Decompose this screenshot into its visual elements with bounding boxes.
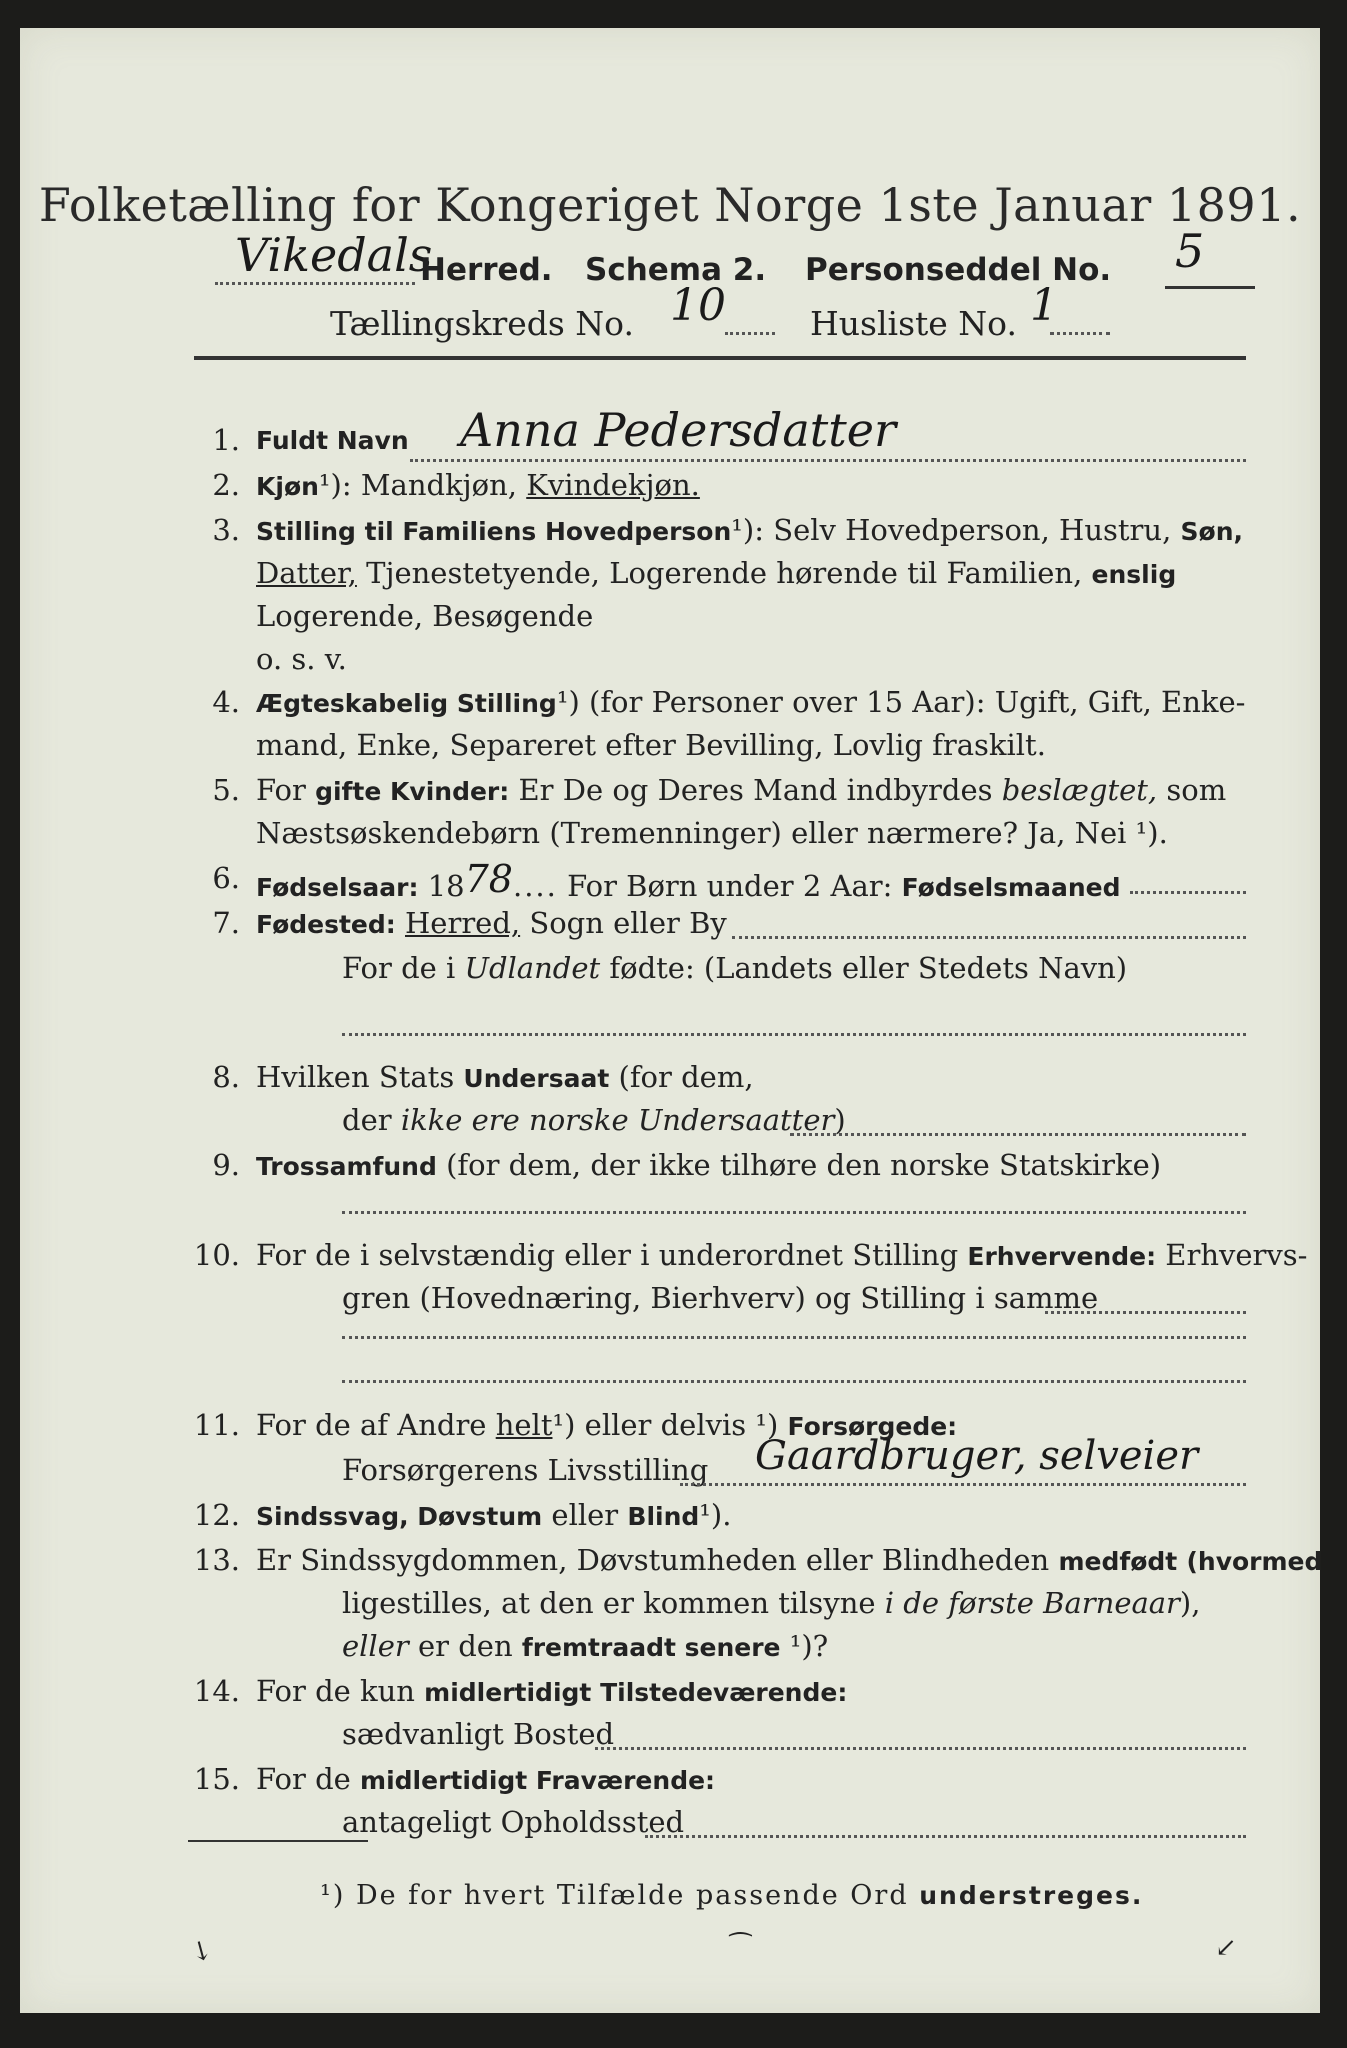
herred-label: Herred. xyxy=(420,252,553,288)
item-13-line3-mid: er den xyxy=(417,1629,513,1663)
item-1-dots xyxy=(410,459,1246,462)
item-12-end: ¹). xyxy=(699,1498,732,1532)
center-mark-icon: ⁀ xyxy=(730,1933,751,1963)
item-1-label: Fuldt Navn xyxy=(256,426,409,455)
item-13-line3-italic: eller xyxy=(342,1629,409,1663)
item-1-number: 1. xyxy=(212,423,240,457)
item-12-number: 12. xyxy=(193,1498,240,1532)
item-13-line2-italic: i de første Barneaar xyxy=(884,1586,1180,1620)
kreds-line xyxy=(330,280,1130,346)
item-12-mid: eller xyxy=(551,1498,619,1532)
item-3-line2-text: Tjenestetyende, Logerende hørende til Familien, xyxy=(366,556,1083,590)
item-10-pre: For de i selvstændig eller i underordnet Stilling xyxy=(256,1238,959,1272)
footnote-text: De for hvert Tilfælde passende Ord xyxy=(355,1880,909,1911)
item-15-line2-text: antageligt Opholdssted xyxy=(342,1805,685,1839)
item-11-line2-text: Forsørgerens Livsstilling xyxy=(342,1453,709,1487)
item-10-line2-text: gren (Hovednæring, Bierhverv) og Stilling i samme xyxy=(342,1281,1099,1315)
kreds-value: 10 xyxy=(670,280,726,331)
item-15-number: 15. xyxy=(193,1762,240,1796)
item-10-number: 10. xyxy=(193,1238,240,1272)
item-7-selected: Herred, xyxy=(405,906,521,940)
item-3-line2-bold: enslig xyxy=(1091,560,1177,589)
item-14-dots xyxy=(595,1747,1246,1750)
item-11-sup: ¹) xyxy=(552,1408,576,1442)
item-11-selected: helt xyxy=(495,1408,553,1442)
item-11-label: Forsørgede: xyxy=(787,1412,958,1441)
item-9-blank-dots xyxy=(342,1211,1246,1214)
item-15-label: midlertidigt Fraværende: xyxy=(360,1766,716,1795)
item-8-number: 8. xyxy=(212,1060,240,1094)
schema-label: Schema 2. xyxy=(585,252,767,288)
item-6-label2: Fødselsmaaned xyxy=(901,873,1121,902)
item-5-line1: Er De og Deres Mand indbyrdes xyxy=(518,773,993,807)
item-7-label: Fødested: xyxy=(256,910,396,939)
item-13-line3-end: ¹)? xyxy=(789,1629,829,1663)
item-3-sup: ¹) xyxy=(731,513,755,547)
item-10-label: Erhvervende: xyxy=(967,1242,1157,1271)
item-5-end: som xyxy=(1166,773,1227,807)
item-10-dots xyxy=(1045,1311,1246,1314)
item-6-prefix: 18 xyxy=(427,869,465,903)
item-10-blank-dots-1 xyxy=(342,1336,1246,1339)
item-5-label: gifte Kvinder: xyxy=(315,777,510,806)
item-3-line1-bold: Søn, xyxy=(1180,517,1243,546)
item-7-line2-text: fødte: (Landets eller Stedets Navn) xyxy=(609,951,1128,985)
personseddel-label: Personseddel No. xyxy=(805,252,1112,288)
item-14-line2-text: sædvanligt Bosted xyxy=(342,1717,615,1751)
item-6-rest: For Børn under 2 Aar: xyxy=(567,869,893,903)
item-11-pre: For de af Andre xyxy=(256,1408,487,1442)
item-11-value: Gaardbruger, selveier xyxy=(755,1433,1199,1479)
item-8-line2-end: ) xyxy=(834,1103,846,1137)
personseddel-underline xyxy=(1165,286,1255,289)
husliste-value: 1 xyxy=(1030,280,1058,331)
item-3-line3-text: Logerende, Besøgende xyxy=(256,599,594,633)
footnote xyxy=(320,1880,1220,1911)
item-5-italic: beslægtet, xyxy=(1001,773,1158,807)
item-3-line1: : Selv Hovedperson, Hustru, xyxy=(754,513,1172,547)
item-4-sup: ¹) xyxy=(556,685,580,719)
item-6-dots xyxy=(1130,891,1246,894)
item-8-line2-italic: ikke ere norske Undersaatter xyxy=(400,1103,835,1137)
item-6-value: 78 xyxy=(464,857,513,901)
item-2-selected: Kvindekjøn. xyxy=(526,468,700,502)
item-10-blank-dots-2 xyxy=(342,1380,1246,1383)
item-13-line2-pre: ligestilles, at den er kommen tilsyne xyxy=(342,1586,876,1620)
footnote-rule xyxy=(188,1840,368,1842)
item-7-number: 7. xyxy=(212,906,240,940)
footnote-sup: ¹) xyxy=(320,1880,346,1911)
item-8-line2-pre: der xyxy=(342,1103,392,1137)
item-4-label: Ægteskabelig Stilling xyxy=(256,689,557,718)
item-3-selected: Datter, xyxy=(256,556,357,590)
item-13-pre: Er Sindssygdommen, Døvstumheden eller Blindheden xyxy=(256,1543,1050,1577)
item-4-line1: (for Personer over 15 Aar): Ugift, Gift, Enke- xyxy=(589,685,1246,719)
item-6-number: 6. xyxy=(212,861,240,895)
header-rule xyxy=(194,356,1246,360)
corner-mark-right-icon: ↙ xyxy=(1215,1933,1237,1963)
item-6-label: Fødselsaar: xyxy=(256,873,419,902)
item-7-line2-pre: For de i xyxy=(342,951,456,985)
husliste-label: Husliste No. xyxy=(810,304,1017,343)
personseddel-value: 5 xyxy=(1175,224,1205,278)
item-11-dots xyxy=(680,1483,1246,1486)
item-11-mid: eller delvis ¹) xyxy=(584,1408,779,1442)
item-2-label: Kjøn xyxy=(256,472,319,501)
item-7-line2-italic: Udlandet xyxy=(464,951,601,985)
item-7-blank-dots xyxy=(342,1033,1246,1036)
item-8-pre: Hvilken Stats xyxy=(256,1060,455,1094)
item-12-label2: Blind xyxy=(627,1502,700,1531)
item-8-dots xyxy=(790,1133,1246,1136)
item-4-number: 4. xyxy=(212,685,240,719)
kreds-dots xyxy=(725,332,775,335)
item-2-sup: ¹) xyxy=(318,468,342,502)
item-11-number: 11. xyxy=(193,1408,240,1442)
herred-dots xyxy=(215,282,415,285)
item-9-label: Trossamfund xyxy=(256,1152,437,1181)
item-14-label: midlertidigt Tilstedeværende: xyxy=(424,1678,848,1707)
herred-line xyxy=(215,224,1255,296)
item-9-rest: (for dem, der ikke tilhøre den norske Statskirke) xyxy=(446,1148,1162,1182)
item-14-pre: For de kun xyxy=(256,1674,415,1708)
item-3-line4-text: o. s. v. xyxy=(256,642,347,676)
item-7-dots xyxy=(732,936,1246,939)
item-4-line2-text: mand, Enke, Separeret efter Bevilling, Lovlig fraskilt. xyxy=(256,728,1046,762)
item-5-pre: For xyxy=(256,773,306,807)
item-3-number: 3. xyxy=(212,513,240,547)
item-8-rest: (for dem, xyxy=(618,1060,754,1094)
item-13-label: medfødt xyxy=(1058,1547,1178,1576)
item-10-end: Erhvervs- xyxy=(1165,1238,1308,1272)
item-3-label: Stilling til Familiens Hovedperson xyxy=(256,517,732,546)
item-9-number: 9. xyxy=(212,1148,240,1182)
corner-mark-left-icon: ↘ xyxy=(183,1932,218,1970)
item-15-pre: For de xyxy=(256,1762,351,1796)
herred-value: Vikedals xyxy=(235,228,433,282)
item-8-label: Undersaat xyxy=(463,1064,610,1093)
item-14-number: 14. xyxy=(193,1674,240,1708)
item-1-value: Anna Pedersdatter xyxy=(460,403,896,457)
item-2-number: 2. xyxy=(212,468,240,502)
census-form-sheet: Folketælling for Kongeriget Norge 1ste Januar 1891. Vikedals Herred. Schema 2. Personseddel No. 5 Tællingskreds No. 10 Husliste No. 1 1. Fuldt Navn Anna Pedersdatter 2. Kjøn¹): Mandkjøn, Kvindekjøn. 3. Stilling til Familiens Hovedperson¹): Selv Hovedperson, Hustru, Søn, Datter, Tjenestetyende, Logerende hørende til Familien, enslig Logerende, Besøgende o. s. v. 4. Ægteskabelig Stilling¹) (for Personer over 15 Aar): Ugift, Gift, Enke- mand, Enke, Separeret efter Bevilling, Lovlig fraskilt. 5. For gifte Kvinder: Er De og Deres Mand indbyrdes beslægtet, som Næstsøskendebørn (Tremenninger) eller nærmere? Ja, Nei ¹). 6. Fødselsaar: 1878.... For Børn under 2 Aar: Fødselsmaaned 7. Fødested: Herred, Sogn eller By For de i Udlandet fødte: (Landets eller Stedets Navn) 8. Hvilken Stats Undersaat (for dem, der ikke ere norske Undersaatter) 9. Trossamfund (for dem, der ikke tilhøre den norske Statskirke) 10. For de i selvstændig eller i underordnet Stilling Erhvervende: Erhvervs- gren (Hovednæring, Bierhverv) og Stilling i samme 11. For de af Andre helt¹) eller delvis ¹) Forsørgede: Forsørgerens Livsstilling Gaardbruger, selveier 12. Sindssvag, Døvstum eller Blind¹). 13. Er Sindssygdommen, Døvstumheden eller Blindheden medfødt (hvormed ligestilles, at den er kommen tilsyne i de første Barneaar), eller er den fremtraadt senere ¹)? 14. For de kun midlertidigt Tilstedeværende: sædvanligt Bosted 15. For de midlertidigt Fraværende: antageligt Opholdssted ¹) De for hvert Tilfælde passende Ord understreges. ↘ ⁀ ↙ xyxy=(20,28,1320,2013)
item-13-line3-bold: fremtraadt senere xyxy=(521,1633,781,1662)
item-5-number: 5. xyxy=(212,773,240,807)
item-13-number: 13. xyxy=(193,1543,240,1577)
kreds-label: Tællingskreds No. xyxy=(330,304,634,343)
form-title: Folketælling for Kongeriget Norge 1ste Januar 1891. xyxy=(38,178,1302,232)
item-15-dots xyxy=(645,1835,1246,1838)
husliste-dots xyxy=(1050,332,1110,335)
item-13-end: (hvormed xyxy=(1186,1547,1323,1576)
item-12-label: Sindssvag, Døvstum xyxy=(256,1502,543,1531)
item-13-line2-end: ), xyxy=(1179,1586,1201,1620)
item-5-line2-text: Næstsøskendebørn (Tremenninger) eller nærmere? Ja, Nei ¹). xyxy=(256,816,1168,850)
footnote-bold: understreges. xyxy=(919,1881,1144,1910)
item-2-rest: : Mandkjøn, xyxy=(341,468,518,502)
item-7-rest: Sogn eller By xyxy=(529,906,727,940)
